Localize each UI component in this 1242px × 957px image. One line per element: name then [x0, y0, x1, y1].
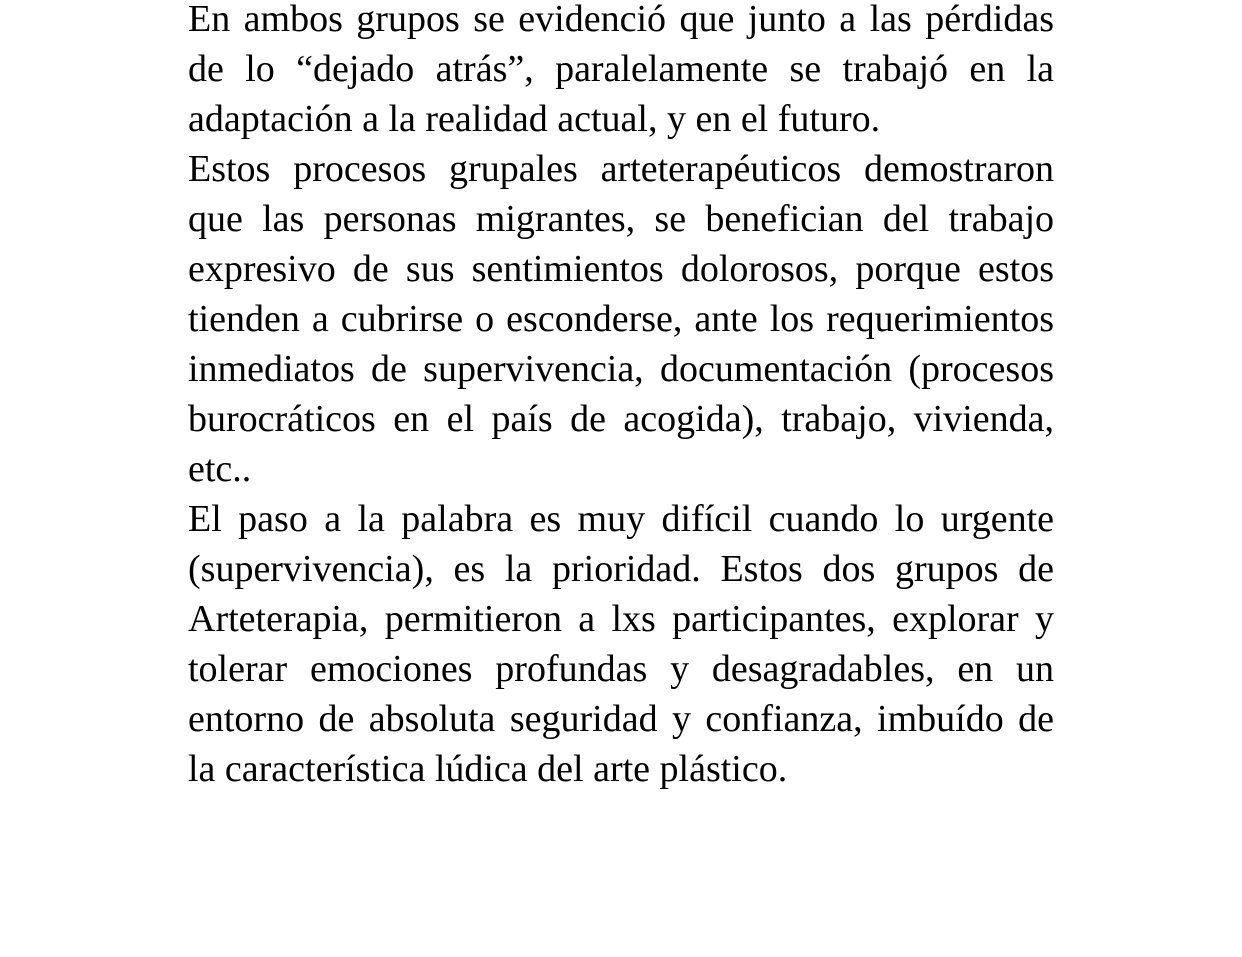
paragraph-adaptation: En ambos grupos se evidenció que junto a las pérdidas de lo “dejado atrás”, paralelamente se trabajó en la adaptación a la realidad actual, y en el futuro. — [188, 0, 1054, 140]
document-page — [188, 0, 1054, 794]
paragraph-group-processes: Estos procesos grupales arteterapéuticos demostraron que las personas migrantes, se benefician del trabajo expresivo de sus sentimientos dolorosos, porque estos tienden a cubrirse o esconderse, ante los requerimientos inmediatos de supervivencia, documentación (procesos burocráticos en el país de acogida), trabajo, vivienda, etc.. — [188, 148, 1054, 490]
paragraph-art-therapy-groups: El paso a la palabra es muy difícil cuando lo urgente (supervivencia), es la prioridad. Estos dos grupos de Arteterapia, permitieron a lxs participantes, explorar y tolerar emociones profundas y desagradables, en un entorno de absoluta seguridad y confianza, imbuído de la característica lúdica del arte plástico. — [188, 498, 1054, 790]
